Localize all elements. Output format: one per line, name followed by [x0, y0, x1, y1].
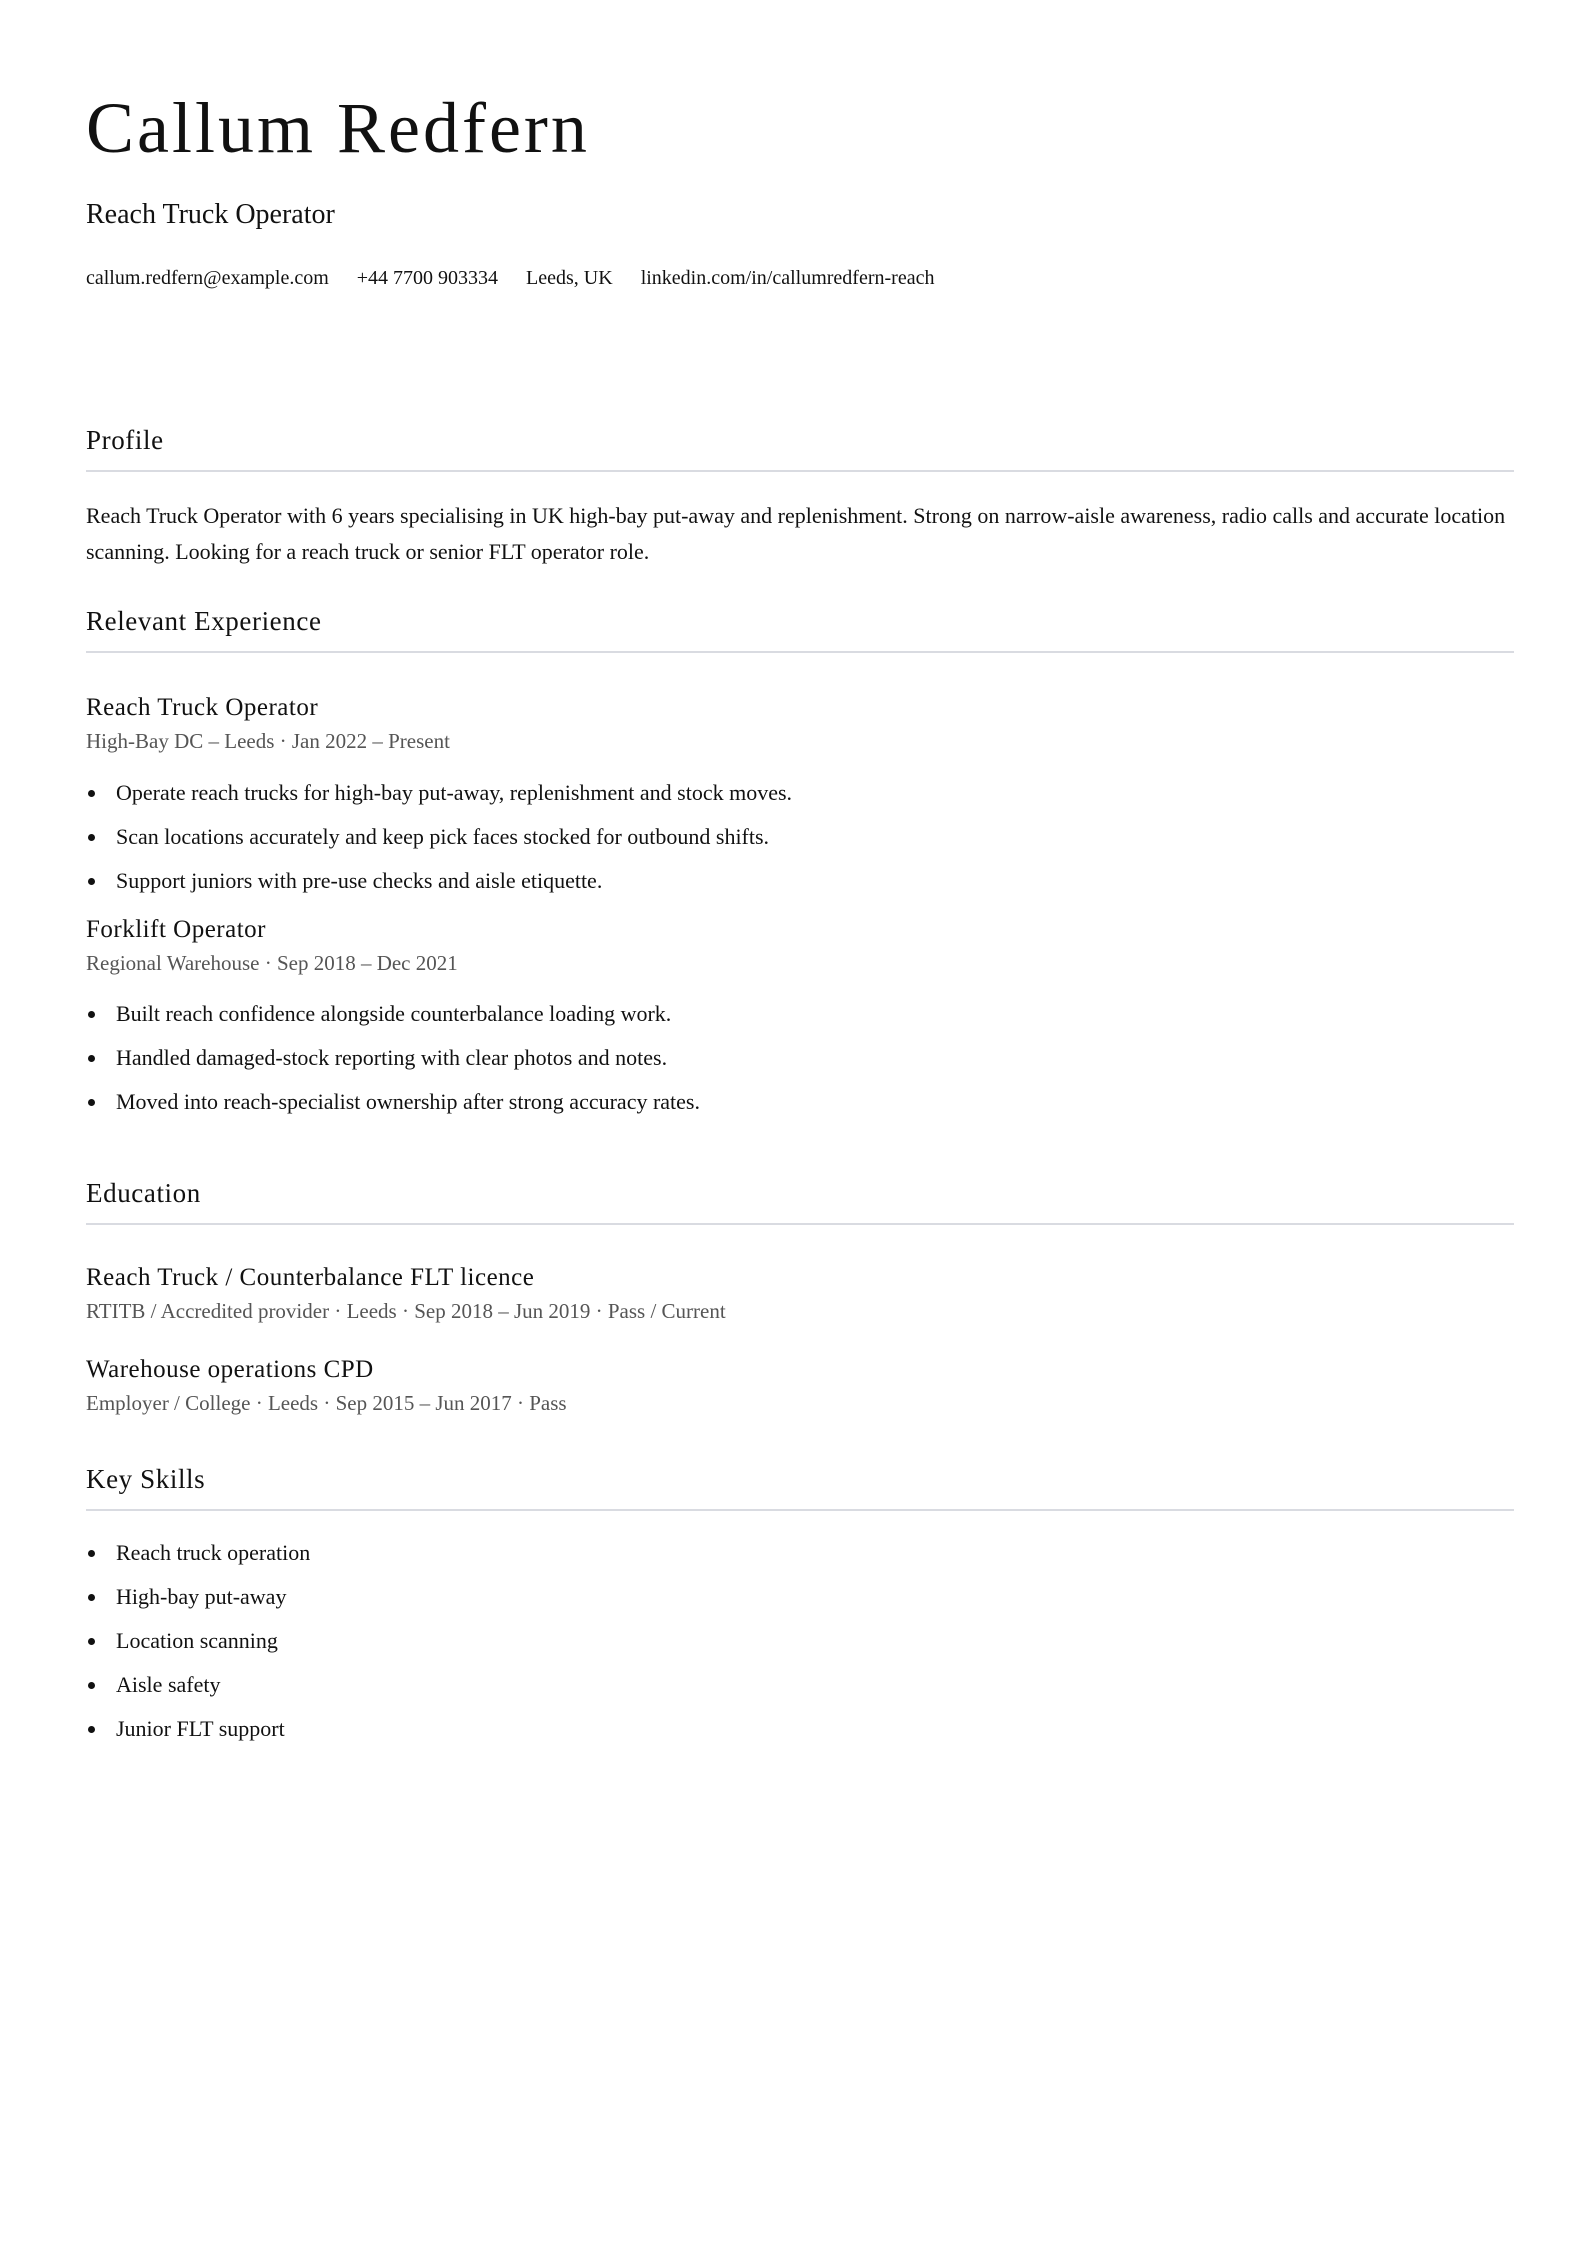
contact-linkedin: linkedin.com/in/callumredfern-reach [640, 267, 935, 289]
skills-heading: Key Skills [86, 1463, 1514, 1511]
education-title: Reach Truck / Counterbalance FLT licence [86, 1264, 535, 1292]
contact-email: callum.redfern@example.com [86, 267, 329, 289]
job-bullet: Operate reach trucks for high-bay put-away, replenishment and stock moves. [86, 771, 1514, 815]
job-entry [86, 915, 1514, 1124]
skill-item: Aisle safety [86, 1663, 1514, 1707]
job-title: Forklift Operator [86, 915, 266, 943]
skill-item: Reach truck operation [86, 1531, 1514, 1575]
education-meta: RTITB / Accredited provider · Leeds · Sep 2018 – Jun 2019 · Pass / Current [86, 1299, 726, 1324]
job-meta: Regional Warehouse · Sep 2018 – Dec 2021 [86, 950, 458, 975]
candidate-role: Reach Truck Operator [86, 199, 335, 230]
education-entry [86, 1355, 1514, 1416]
education-meta: Employer / College · Leeds · Sep 2015 – Jun 2017 · Pass [86, 1390, 567, 1415]
job-bullet: Support juniors with pre-use checks and aisle etiquette. [86, 859, 1514, 903]
profile-summary: Reach Truck Operator with 6 years specialising in UK high-bay put-away and replenishment. Strong on narrow-aisle awareness, radio calls and accurate location scanning. Looking for a reach truck or senior FLT operator role. [86, 503, 1506, 565]
education-title: Warehouse operations CPD [86, 1355, 374, 1383]
contact-location: Leeds, UK [526, 267, 613, 289]
job-bullet: Built reach confidence alongside counterbalance loading work. [86, 992, 1514, 1036]
job-meta: High-Bay DC – Leeds · Jan 2022 – Present [86, 729, 450, 754]
contact-line [86, 266, 962, 290]
job-bullet: Handled damaged-stock reporting with clear photos and notes. [86, 1036, 1514, 1080]
job-bullets [86, 992, 1514, 1124]
job-bullet: Scan locations accurately and keep pick faces stocked for outbound shifts. [86, 815, 1514, 859]
education-section [86, 1177, 1514, 1416]
job-bullet: Moved into reach-specialist ownership after strong accuracy rates. [86, 1080, 1514, 1124]
job-bullets [86, 771, 1514, 903]
profile-heading: Profile [86, 424, 1514, 472]
skills-section [86, 1463, 1514, 1751]
skill-item: High-bay put-away [86, 1575, 1514, 1619]
skill-item: Junior FLT support [86, 1707, 1514, 1751]
experience-heading: Relevant Experience [86, 605, 1514, 653]
education-entry [86, 1263, 1514, 1324]
job-title: Reach Truck Operator [86, 694, 319, 722]
experience-section [86, 605, 1514, 1124]
skill-item: Location scanning [86, 1619, 1514, 1663]
contact-phone: +44 7700 903334 [356, 267, 499, 289]
skills-list [86, 1531, 1514, 1751]
job-entry [86, 693, 1514, 902]
candidate-name: Callum Redfern [86, 88, 590, 168]
education-heading: Education [86, 1177, 1514, 1225]
profile-section [86, 424, 1514, 570]
